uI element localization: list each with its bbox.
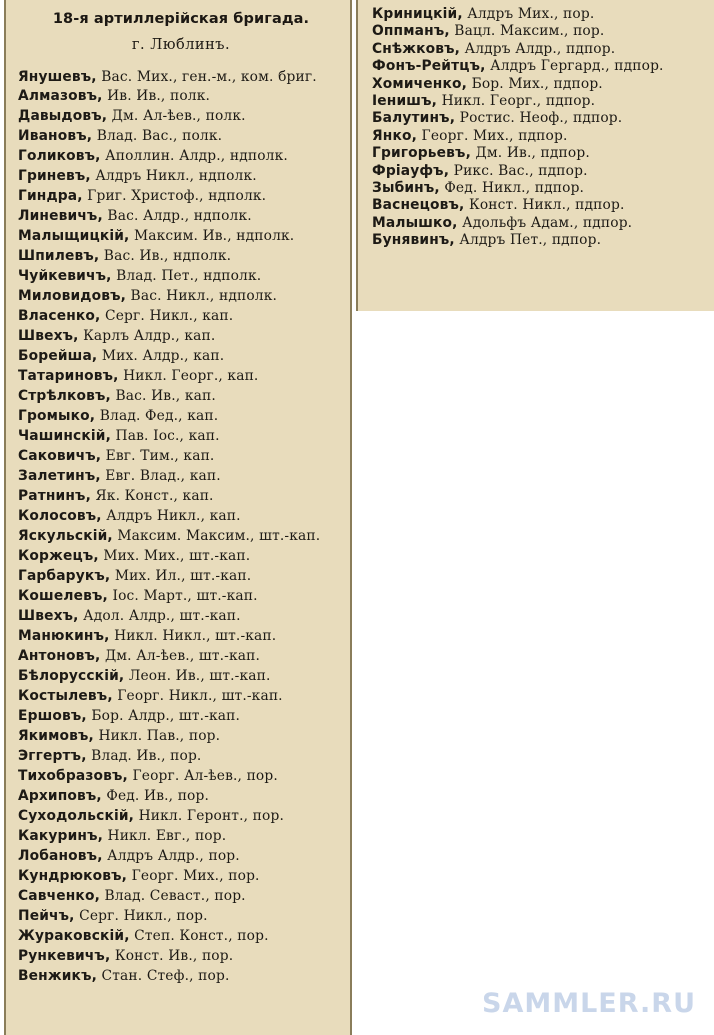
officer-list-right (372, 6, 708, 250)
officer-entry (18, 586, 344, 606)
officer-details: Ростис. Неоф., пдпор. (459, 110, 623, 127)
officer-entry (18, 466, 344, 486)
officer-details: Никл. Пав., пор. (98, 728, 221, 744)
officer-details: Влад. Ив., пор. (91, 748, 202, 764)
officer-details: Бор. Алдр., шт.-кап. (91, 708, 241, 724)
officer-details: Алдръ Мих., пор. (467, 6, 595, 22)
officer-details: Фед. Никл., пдпор. (444, 180, 585, 197)
officer-entry (18, 346, 344, 366)
officer-surname: Эггертъ, (18, 748, 87, 764)
officer-entry (18, 566, 344, 586)
officer-surname: Ершовъ, (18, 708, 87, 724)
officer-entry (372, 145, 708, 162)
officer-entry (372, 58, 708, 75)
officer-entry (18, 666, 344, 686)
officer-details: Дм. Ал-ѣев., шт.-кап. (104, 648, 261, 664)
officer-surname: Гиндра, (18, 188, 83, 204)
officer-entry (18, 406, 344, 426)
officer-surname: Фонъ-Рейтцъ, (372, 58, 486, 75)
officer-details: Влад. Вас., полк. (96, 128, 223, 144)
officer-surname: Татариновъ, (18, 368, 119, 384)
officer-entry (18, 546, 344, 566)
officer-entry (372, 197, 708, 214)
officer-details: Стан. Стеф., пор. (101, 968, 230, 984)
officer-surname: Балутинъ, (372, 110, 456, 127)
officer-details: Мих. Ил., шт.-кап. (114, 568, 252, 584)
officer-surname: Снѣжковъ, (372, 40, 461, 57)
officer-details: Дм. Ив., пдпор. (475, 145, 590, 162)
officer-surname: Янко, (372, 127, 417, 144)
officer-surname: Васнецовъ, (372, 197, 465, 214)
officer-details: Мих. Мих., шт.-кап. (103, 548, 251, 564)
officer-surname: Хомиченко, (372, 75, 468, 92)
officer-entry (18, 106, 344, 126)
officer-surname: Бѣлорусскій, (18, 668, 125, 684)
officer-surname: Пейчъ, (18, 908, 75, 924)
officer-surname: Миловидовъ, (18, 288, 126, 304)
officer-entry (18, 806, 344, 826)
left-column (4, 0, 352, 1035)
officer-details: Алдръ Алдр., пор. (107, 848, 240, 864)
officer-entry (372, 128, 708, 145)
officer-entry (18, 846, 344, 866)
officer-surname: Якимовъ, (18, 728, 94, 744)
officer-surname: Колосовъ, (18, 508, 102, 524)
officer-details: Леон. Ив., шт.-кап. (128, 668, 271, 684)
officer-surname: Саковичъ, (18, 448, 102, 464)
officer-entry (18, 906, 344, 926)
officer-entry (372, 76, 708, 93)
officer-details: Никл. Геронт., пор. (138, 808, 285, 824)
officer-details: Аполлин. Алдр., ндполк. (105, 148, 288, 164)
officer-details: Евг. Влад., кап. (105, 468, 221, 484)
officer-details: Карлъ Алдр., кап. (83, 328, 216, 344)
officer-entry (18, 186, 344, 206)
officer-surname: Григорьевъ, (372, 145, 471, 162)
officer-entry (18, 646, 344, 666)
officer-details: Максим. Максим., шт.-кап. (117, 528, 321, 544)
officer-surname: Бунявинъ, (372, 232, 455, 249)
officer-details: Мих. Алдр., кап. (101, 348, 225, 364)
officer-surname: Шпилевъ, (18, 248, 100, 264)
officer-details: Вацл. Максим., пор. (454, 23, 605, 40)
officer-surname: Громыко, (18, 408, 96, 424)
officer-surname: Суходольскій, (18, 808, 135, 824)
officer-surname: Гриневъ, (18, 168, 91, 184)
officer-entry (18, 966, 344, 986)
officer-entry (18, 386, 344, 406)
officer-entry (18, 746, 344, 766)
officer-details: Ив. Ив., полк. (107, 88, 211, 104)
officer-details: Влад. Пет., ндполк. (116, 268, 262, 284)
officer-details: Конст. Никл., пдпор. (469, 197, 625, 214)
officer-entry (372, 232, 708, 249)
officer-surname: Линевичъ, (18, 208, 103, 224)
officer-surname: Рункевичъ, (18, 948, 111, 964)
officer-entry (372, 93, 708, 110)
officer-surname: Власенко, (18, 308, 101, 324)
officer-details: Степ. Конст., пор. (134, 928, 269, 944)
officer-details: Георг. Мих., пдпор. (421, 127, 568, 144)
officer-entry (18, 826, 344, 846)
officer-details: Никл. Георг., кап. (123, 368, 259, 384)
officer-surname: Алмазовъ, (18, 88, 103, 104)
officer-entry (18, 626, 344, 646)
officer-details: Георг. Никл., шт.-кап. (117, 688, 283, 704)
officer-entry (18, 246, 344, 266)
officer-surname: Іенишъ, (372, 93, 438, 110)
officer-details: Алдръ Никл., кап. (106, 508, 241, 524)
officer-entry (372, 6, 708, 23)
officer-surname: Стрѣлковъ, (18, 388, 111, 404)
officer-entry (18, 486, 344, 506)
officer-surname: Кундрюковъ, (18, 868, 128, 884)
officer-details: Адол. Алдр., шт.-кап. (83, 608, 241, 624)
officer-details: Конст. Ив., пор. (114, 948, 234, 964)
officer-surname: Давыдовъ, (18, 108, 108, 124)
location-subheading: г. Люблинъ. (131, 37, 231, 53)
officer-details: Алдръ Гергард., пдпор. (490, 58, 664, 75)
watermark-text: SAMMLER.RU (482, 988, 696, 1019)
officer-details: Георг. Мих., пор. (131, 868, 260, 884)
officer-surname: Чуйкевичъ, (18, 268, 112, 284)
officer-surname: Какуринъ, (18, 828, 103, 844)
officer-entry (18, 786, 344, 806)
officer-entry (18, 366, 344, 386)
officer-surname: Зыбинъ, (372, 180, 440, 197)
officer-details: Алдръ Никл., ндполк. (95, 168, 257, 184)
officer-surname: Криницкій, (372, 6, 463, 22)
officer-details: Евг. Тим., кап. (105, 448, 215, 464)
officer-details: Георг. Ал-ѣев., пор. (132, 768, 278, 784)
officer-surname: Жураковскій, (18, 928, 130, 944)
officer-entry (18, 726, 344, 746)
officer-details: Григ. Христоф., ндполк. (87, 188, 267, 204)
officer-details: Пав. Іос., кап. (115, 428, 220, 444)
officer-entry (18, 306, 344, 326)
officer-entry (18, 686, 344, 706)
officer-surname: Яскульскій, (18, 528, 113, 544)
officer-surname: Малышко, (372, 214, 458, 231)
right-column (356, 0, 714, 311)
officer-entry (372, 23, 708, 40)
officer-details: Вас. Ив., ндполк. (103, 248, 232, 264)
officer-details: Максим. Ив., ндполк. (133, 228, 295, 244)
officer-entry (18, 706, 344, 726)
officer-surname: Залетинъ, (18, 468, 101, 484)
officer-entry (18, 146, 344, 166)
officer-details: Дм. Ал-ѣев., полк. (111, 108, 246, 124)
officer-details: Адольфъ Адам., пдпор. (462, 214, 633, 231)
officer-entry (18, 226, 344, 246)
officer-details: Вас. Алдр., ндполк. (107, 208, 252, 224)
officer-surname: Ивановъ, (18, 128, 93, 144)
officer-entry (18, 926, 344, 946)
officer-entry (18, 286, 344, 306)
officer-entry (372, 163, 708, 180)
officer-entry (18, 166, 344, 186)
officer-entry (18, 946, 344, 966)
officer-details: Фед. Ив., пор. (106, 788, 210, 804)
officer-entry (18, 446, 344, 466)
officer-entry (18, 426, 344, 446)
officer-surname: Чашинскій, (18, 428, 111, 444)
officer-entry (18, 526, 344, 546)
officer-surname: Оппманъ, (372, 23, 450, 40)
officer-details: Бор. Мих., пдпор. (471, 75, 603, 92)
officer-surname: Фріауфъ, (372, 162, 450, 179)
officer-details: Вас. Никл., ндполк. (130, 288, 277, 304)
officer-details: Никл. Никл., шт.-кап. (114, 628, 277, 644)
officer-entry (18, 506, 344, 526)
officer-details: Вас. Мих., ген.-м., ком. бриг. (101, 69, 317, 85)
officer-list-left (18, 68, 344, 986)
officer-surname: Коржецъ, (18, 548, 99, 564)
officer-details: Алдръ Пет., пдпор. (459, 232, 602, 249)
officer-surname: Швехъ, (18, 328, 79, 344)
officer-entry (18, 606, 344, 626)
officer-surname: Костылевъ, (18, 688, 113, 704)
officer-details: Никл. Евг., пор. (107, 828, 227, 844)
officer-details: Влад. Фед., кап. (99, 408, 219, 424)
officer-details: Влад. Севаст., пор. (104, 888, 246, 904)
officer-entry (18, 206, 344, 226)
officer-surname: Савченко, (18, 888, 100, 904)
officer-surname: Антоновъ, (18, 648, 101, 664)
officer-surname: Янушевъ, (18, 69, 97, 85)
officer-entry (18, 766, 344, 786)
officer-surname: Малыщицкій, (18, 228, 130, 244)
officer-entry (18, 326, 344, 346)
officer-entry (18, 866, 344, 886)
officer-entry (18, 126, 344, 146)
officer-entry (372, 110, 708, 127)
officer-surname: Венжикъ, (18, 968, 97, 984)
officer-details: Вас. Ив., кап. (115, 388, 216, 404)
officer-surname: Борейша, (18, 348, 98, 364)
officer-details: Рикс. Вас., пдпор. (453, 162, 588, 179)
officer-surname: Гарбарукъ, (18, 568, 111, 584)
officer-entry (18, 86, 344, 106)
officer-entry (18, 68, 344, 86)
officer-entry (372, 180, 708, 197)
officer-surname: Тихобразовъ, (18, 768, 128, 784)
officer-surname: Лобановъ, (18, 848, 103, 864)
brigade-heading: 18-я артиллерійская бригада. (52, 11, 310, 27)
officer-details: Серг. Никл., кап. (104, 308, 234, 324)
officer-surname: Манюкинъ, (18, 628, 110, 644)
officer-surname: Архиповъ, (18, 788, 102, 804)
officer-details: Никл. Георг., пдпор. (441, 93, 596, 110)
officer-surname: Ратнинъ, (18, 488, 91, 504)
officer-details: Як. Конст., кап. (95, 488, 214, 504)
officer-entry (18, 266, 344, 286)
officer-details: Серг. Никл., пор. (79, 908, 208, 924)
officer-surname: Швехъ, (18, 608, 79, 624)
officer-entry (372, 215, 708, 232)
officer-details: Алдръ Алдр., пдпор. (464, 40, 616, 57)
officer-surname: Кошелевъ, (18, 588, 108, 604)
officer-entry (18, 886, 344, 906)
officer-surname: Голиковъ, (18, 148, 101, 164)
officer-details: Іос. Март., шт.-кап. (112, 588, 258, 604)
officer-entry (372, 41, 708, 58)
